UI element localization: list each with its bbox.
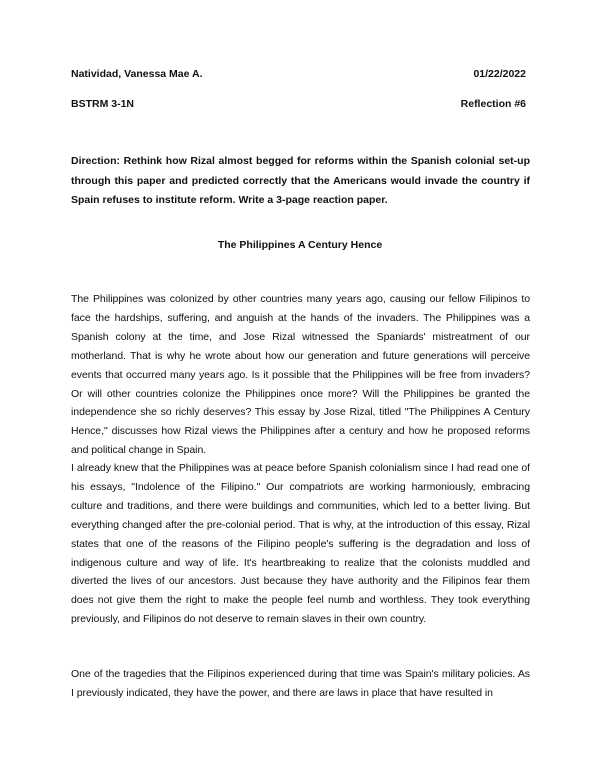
date: 01/22/2022: [473, 68, 526, 80]
reflection-number: Reflection #6: [460, 98, 526, 110]
essay-title: The Philippines A Century Hence: [217, 239, 383, 251]
section: BSTRM 3-1N: [71, 98, 135, 110]
header-row-2: [71, 98, 526, 110]
header-row-1: [71, 68, 526, 80]
direction-text: Direction: Rethink how Rizal almost begged for reforms within the Spanish colonial set-up through this paper and predicted correctly that the Americans would invade the country if Spain refuses to institute reform. Write a 3-page reaction paper.: [71, 155, 530, 206]
paragraph-3: One of the tragedies that the Filipinos experienced during that time was Spain's military policies. As I previously indicated, they have the power, and there are laws in place that have resulted in: [71, 668, 530, 699]
paragraph-2: I already knew that the Philippines was at peace before Spanish colonialism since I had read one of his essays, "Indolence of the Filipino." Our compatriots are working harmoniously, embracing culture and traditions, and there were buildings and communities, which led to a better living. But everything changed after the pre-colonial period. That is why, at the introduction of this essay, Rizal states that one of the reasons of the Filipino people's suffering is the degradation and loss of indigenous culture and way of life. It's heartbreaking to realize that the colonists muddled and diverted the lives of our ancestors. Just because they have authority and the Filipinos fear them does not give them the right to make the people feel numb and worthless. They took everything previously, and Filipinos do not deserve to remain slaves in their own country.: [71, 462, 530, 626]
author-name: Natividad, Vanessa Mae A.: [71, 68, 203, 80]
paragraph-1: The Philippines was colonized by other countries many years ago, causing our fellow Filipinos to face the hardships, suffering, and anguish at the hands of the invaders. The Philippines was a Spanish colony at the time, and Jose Rizal witnessed the Spaniards' mistreatment of our motherland. That is why he wrote about how our generation and future generations will perceive events that occurred many years ago. Is it possible that the Philippines will be free from invaders? Or will other countries colonize the Philippines once more? Will the Philippines be granted the independence she so richly deserves? This essay by Jose Rizal, titled "The Philippines A Century Hence," discusses how Rizal views the Philippines after a century and how he proposed reforms and political change in Spain.: [71, 293, 530, 457]
